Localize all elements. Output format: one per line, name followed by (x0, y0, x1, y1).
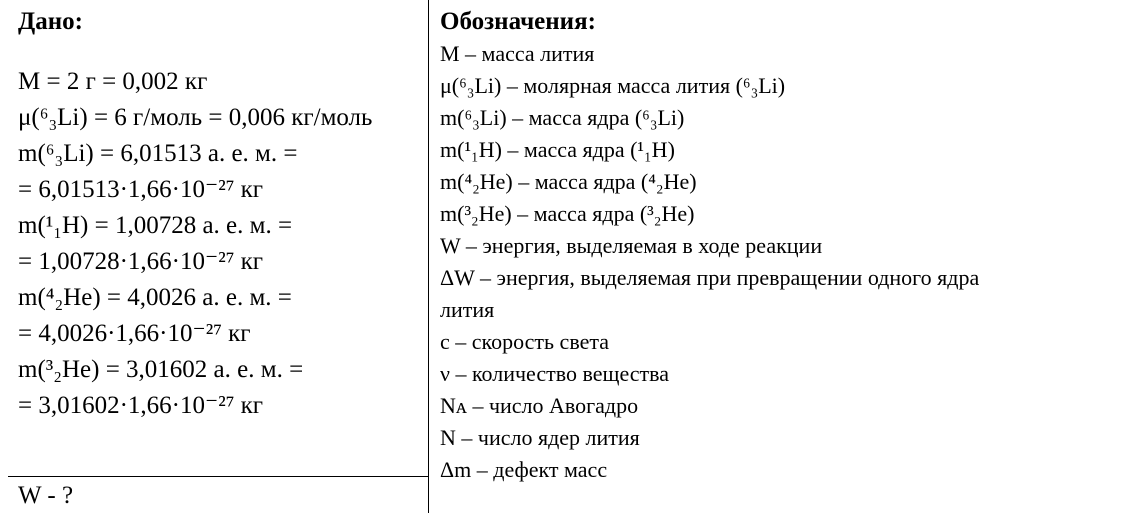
given-line: m(⁴₂He) = 4,0026 а. е. м. = (18, 284, 292, 311)
notation-item: m(⁶₃Li) – масса ядра (⁶₃Li) (440, 105, 685, 130)
notation-item: Nᴀ – число Авогадро (440, 393, 639, 418)
notation-item: лития (440, 297, 495, 322)
notation-item: μ(⁶₃Li) – молярная масса лития (⁶₃Li) (440, 73, 786, 98)
given-line: m(¹₁H) = 1,00728 а. е. м. = (18, 212, 293, 239)
notation-item: M – масса лития (440, 41, 595, 66)
notation-title: Обозначения: (440, 8, 596, 35)
given-line: m(⁶₃Li) = 6,01513 а. е. м. = (18, 140, 298, 167)
notation-column (440, 0, 1140, 513)
given-line: = 3,01602·1,66·10⁻²⁷ кг (18, 392, 264, 419)
notation-item: N – число ядер лития (440, 425, 640, 450)
given-list (18, 64, 372, 424)
unknown-divider (8, 476, 428, 477)
given-line: = 1,00728·1,66·10⁻²⁷ кг (18, 248, 264, 275)
notation-item: W – энергия, выделяемая в ходе реакции (440, 233, 823, 258)
notation-item: ΔW – энергия, выделяемая при превращении одного ядра (440, 265, 980, 290)
given-line: M = 2 г = 0,002 кг (18, 68, 208, 95)
given-line: = 4,0026·1,66·10⁻²⁷ кг (18, 320, 251, 347)
given-line: = 6,01513·1,66·10⁻²⁷ кг (18, 176, 264, 203)
given-line: m(³₂He) = 3,01602 а. е. м. = (18, 356, 304, 383)
notation-item: m(³₂He) – масса ядра (³₂He) (440, 201, 695, 226)
given-column (0, 0, 428, 513)
notation-item: c – скорость света (440, 329, 609, 354)
notation-item: ν – количество вещества (440, 361, 669, 386)
notation-list (440, 38, 979, 486)
given-title: Дано: (18, 8, 83, 35)
unknown-quantity: W - ? (18, 482, 74, 509)
given-line: μ(⁶₃Li) = 6 г/моль = 0,006 кг/моль (18, 104, 373, 131)
notation-item: Δm – дефект масс (440, 457, 608, 482)
column-divider (428, 0, 429, 513)
notation-item: m(⁴₂He) – масса ядра (⁴₂He) (440, 169, 697, 194)
notation-item: m(¹₁H) – масса ядра (¹₁H) (440, 137, 675, 162)
